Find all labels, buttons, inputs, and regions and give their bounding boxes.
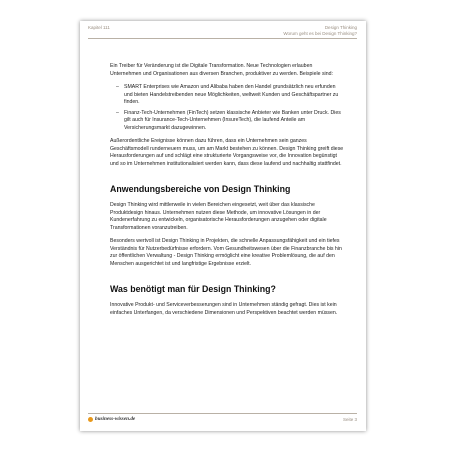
- header-chapter: Kapitel 111: [88, 25, 110, 30]
- footer-logo: [88, 416, 135, 422]
- list-item: – Finanz-Tech-Unternehmen (FinTech) setzen klassische Anbieter wie Banken unter Druck. Dies gilt auch für Insurance-Tech-Unternehmen (InsureTech), die laufend Anteile am Versicherungsmarkt dazugewinnen.: [116, 109, 341, 131]
- paragraph-applications: Design Thinking wird mittlerweile in vielen Bereichen eingesetzt, weit über das klassische Produktdesign hinaus. Unternehmen nutzen diese Methode, um innovative Lösungen in der Kundenerfahrung zu entwickeln, organisatorische Herausforderungen anzugehen oder digitale Transformationen voranzutreiben.: [110, 202, 327, 231]
- example-list: [110, 84, 345, 132]
- document-page: [80, 21, 366, 431]
- logo-dot-icon: [88, 417, 93, 422]
- intro-paragraph: Ein Treiber für Veränderung ist die Digitale Transformation. Neue Technologien erlauben Unternehmen und Organisationen aus diversen Branchen, produktiver zu werden. Beispiele sind:: [110, 63, 333, 77]
- section-heading-requirements: Was benötigt man für Design Thinking?: [110, 284, 276, 294]
- list-item: – SMART Enterprises wie Amazon und Alibaba haben den Handel grundsätzlich neu erfunden und bieten Handelstreibenden neue Möglichkeiten, weltweit Kunden und Geschäftspartner zu finden.: [116, 84, 339, 105]
- page-content: [110, 63, 345, 323]
- dash-bullet: –: [116, 84, 119, 90]
- header-subtitle: Worum geht es bei Design Thinking?: [283, 30, 357, 36]
- paragraph-valuable-projects: Besonders wertvoll ist Design Thinking in Projekten, die schnelle Anpassungsfähigkeit und ein tiefes Verständnis für Nutzerbedürfnisse erfordern. Vom Gesundheitswesen über die Finanzbranche bis hin zur öffentlichen Verwaltung - Design Thinking ermöglicht eine kreative Problemlösung, die auf den Menschen ausgerichtet ist und langfristige Ergebnisse erzielt.: [110, 238, 342, 267]
- footer-divider: [88, 413, 357, 414]
- header-divider: [88, 38, 357, 39]
- header-title-block: [283, 25, 357, 36]
- header-title: Design Thinking: [324, 25, 357, 30]
- logo-text: business-wissen.de: [95, 416, 136, 422]
- paragraph-requirements: Innovative Produkt- und Serviceverbesserungen sind in Unternehmen ständig gefragt. Dies ist kein einfaches Unterfangen, da verschiedene Dimensionen und Perspektiven beachtet werden müssen.: [110, 302, 338, 316]
- dash-bullet: –: [116, 109, 119, 116]
- page-number: Seite 3: [342, 417, 357, 422]
- paragraph-extraordinary-events: Außerordentliche Ereignisse können dazu führen, dass ein Unternehmen sein ganzes Geschäftsmodell runderneuern muss, um am Markt bestehen zu können. Design Thinking greift diese Herausforderungen auf und schlägt eine strukturierte Vorgangsweise vor, die Innovation begünstigt und so im Unternehmen institutionalisiert werden kann, dass diese laufend und nachhaltig stattfindet.: [110, 138, 344, 167]
- section-heading-applications: Anwendungsbereiche von Design Thinking: [110, 184, 291, 194]
